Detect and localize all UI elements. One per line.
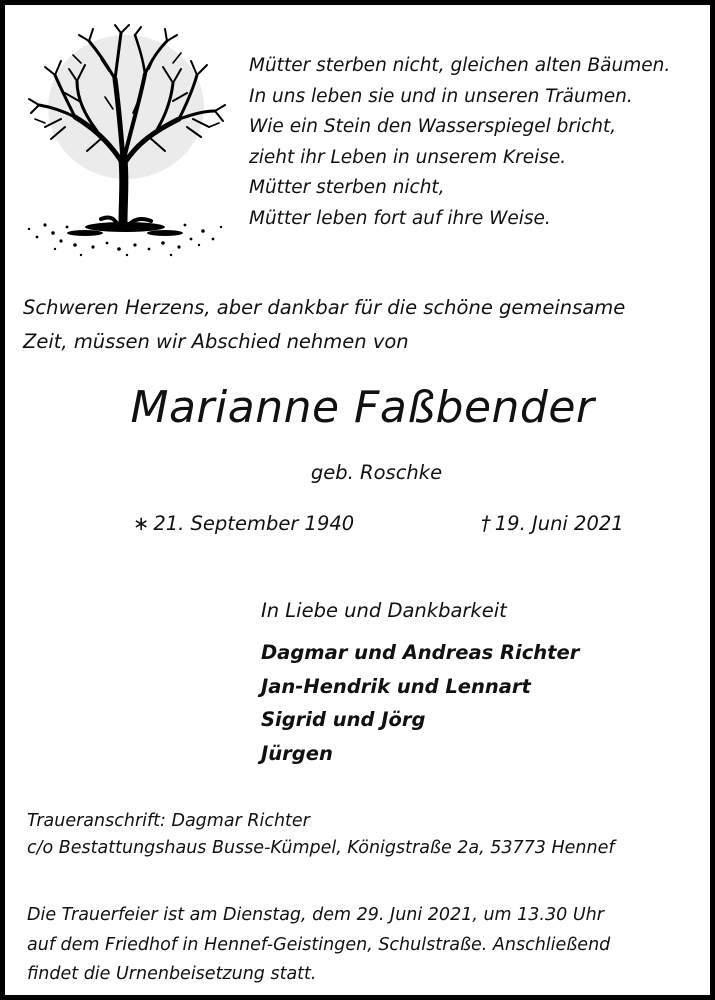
ceremony-line: findet die Urnenbeisetzung statt. <box>27 964 317 984</box>
mourners-intro: In Liebe und Dankbarkeit <box>261 599 507 622</box>
ceremony-line: auf dem Friedhof in Hennef-Geistingen, Schulstraße. Anschließend <box>27 934 611 955</box>
poem-line: Mütter sterben nicht, gleichen alten Bäumen. <box>249 55 671 76</box>
mourner-name: Dagmar und Andreas Richter <box>261 641 580 664</box>
ceremony-info <box>27 901 610 990</box>
intro-text <box>23 291 703 359</box>
death-date <box>481 510 624 538</box>
tree-icon <box>15 19 237 261</box>
poem-line: Wie ein Stein den Wasserspiegel bricht, <box>249 116 617 137</box>
address-line: c/o Bestattungshaus Busse-Kümpel, Königstraße 2a, 53773 Hennef <box>27 838 615 858</box>
deceased-name: Marianne Faßbender <box>130 382 595 433</box>
poem-line: In uns leben sie und in unseren Träumen. <box>249 85 633 107</box>
mourning-address <box>27 808 615 862</box>
intro-line: Zeit, müssen wir Abschied nehmen von <box>23 330 409 353</box>
death-date-text: 19. Juni 2021 <box>494 512 624 535</box>
poem <box>249 51 709 234</box>
address-line: Traueranschrift: Dagmar Richter <box>27 811 310 831</box>
mourner-name: Jürgen <box>261 741 333 765</box>
poem-line: Mütter sterben nicht, <box>249 177 445 198</box>
birth-date-text: 21. September 1940 <box>153 512 355 535</box>
poem-line: zieht ihr Leben in unserem Kreise. <box>249 146 567 168</box>
mourner-name: Jan-Hendrik und Lennart <box>261 674 531 698</box>
birth-date <box>133 510 354 538</box>
ceremony-line: Die Trauerfeier ist am Dienstag, dem 29. Juni 2021, um 13.30 Uhr <box>27 905 604 925</box>
mourner-name: Sigrid und Jörg <box>261 708 426 731</box>
mourners-list <box>261 636 579 770</box>
death-cross-icon: † <box>481 512 491 535</box>
birth-star-icon: ∗ <box>133 512 150 535</box>
poem-line: Mütter leben fort auf ihre Weise. <box>249 207 551 229</box>
maiden-name: geb. Roschke <box>310 461 443 484</box>
intro-line: Schweren Herzens, aber dankbar für die schöne gemeinsame <box>23 296 626 319</box>
